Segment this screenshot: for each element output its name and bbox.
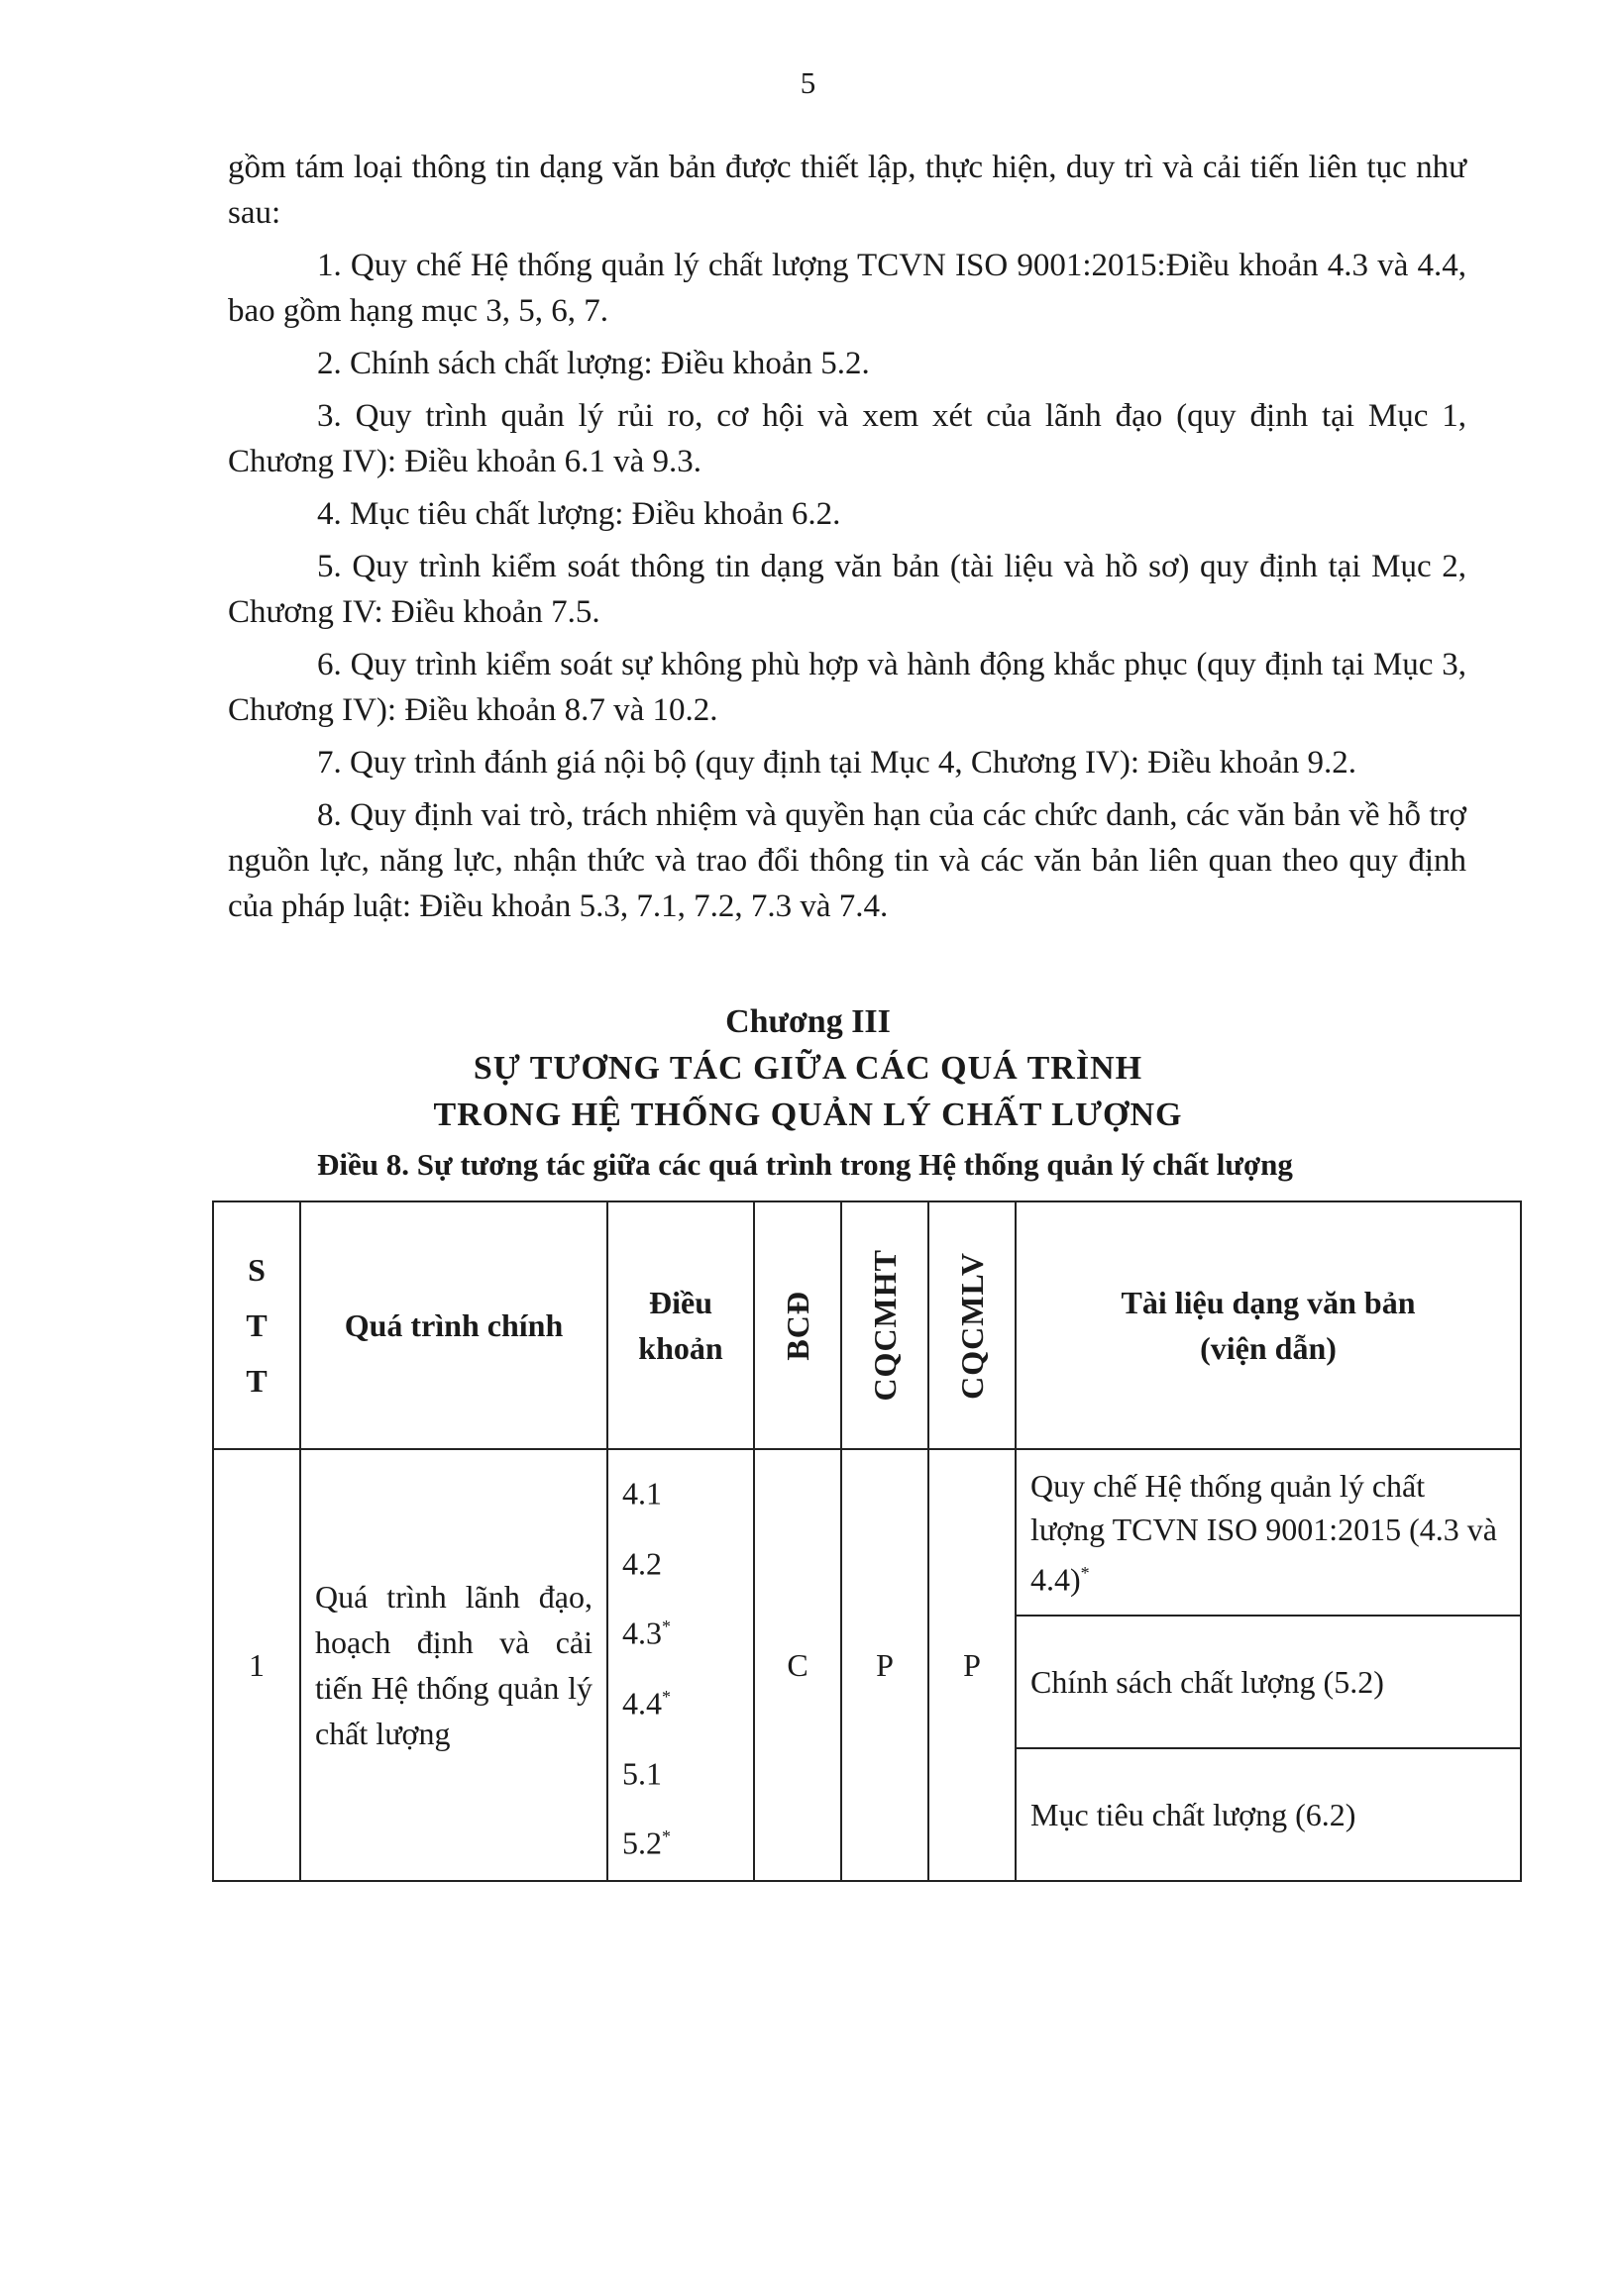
paragraph-intro: gồm tám loại thông tin dạng văn bản được thiết lập, thực hiện, duy trì và cải tiến liên tục như sau: — [228, 150, 1466, 231]
row-cqcmht: P — [841, 1449, 928, 1881]
list-item-3: 3. Quy trình quản lý rủi ro, cơ hội và xem xét của lãnh đạo (quy định tại Mục 1, Chương IV): Điều khoản 6.1 và 9.3. — [228, 398, 1466, 479]
document-cell: Chính sách chất lượng (5.2) — [1016, 1616, 1521, 1748]
chapter-number: Chương III — [725, 1003, 891, 1040]
row-process: Quá trình lãnh đạo, hoạch định và cải tiến Hệ thống quản lý chất lượng — [300, 1449, 607, 1881]
clause-item: 4.3* — [622, 1616, 671, 1651]
chapter-title-line-1: SỰ TƯƠNG TÁC GIỮA CÁC QUÁ TRÌNH — [473, 1050, 1143, 1087]
list-item-8: 8. Quy định vai trò, trách nhiệm và quyền hạn của các chức danh, các văn bản về hỗ trợ nguồn lực, năng lực, nhận thức và trao đổi thông tin và các văn bản liên quan theo quy định của pháp luật: Điều khoản 5.3, 7.1, 7.2, 7.3 và 7.4. — [228, 797, 1466, 924]
header-cqcmlv — [928, 1201, 1016, 1449]
header-clause — [607, 1201, 754, 1449]
document-cell: Quy chế Hệ thống quản lý chất lượng TCVN ISO 9001:2015 (4.3 và 4.4)* — [1016, 1449, 1521, 1616]
chapter-heading — [0, 998, 1616, 1138]
document-cell: Mục tiêu chất lượng (6.2) — [1016, 1748, 1521, 1881]
header-documents-line: Tài liệu dạng văn bản — [1121, 1285, 1416, 1320]
table-row — [213, 1449, 1521, 1616]
row-stt: 1 — [213, 1449, 300, 1881]
list-item-4: 4. Mục tiêu chất lượng: Điều khoản 6.2. — [317, 496, 841, 532]
clause-item: 4.2 — [622, 1545, 662, 1582]
header-cqcmht-label: CQCMHT — [866, 1249, 903, 1402]
header-documents-line: (viện dẫn) — [1200, 1330, 1337, 1366]
header-clause-line: khoản — [638, 1330, 723, 1366]
header-process: Quá trình chính — [300, 1201, 607, 1449]
list-item-7: 7. Quy trình đánh giá nội bộ (quy định tại Mục 4, Chương IV): Điều khoản 9.2. — [317, 745, 1357, 781]
clause-item: 4.4* — [622, 1685, 671, 1722]
page-number: 5 — [800, 65, 816, 100]
list-item-2: 2. Chính sách chất lượng: Điều khoản 5.2. — [317, 346, 870, 381]
header-bcd — [754, 1201, 841, 1449]
list-item-5: 5. Quy trình kiểm soát thông tin dạng văn bản (tài liệu và hồ sơ) quy định tại Mục 2, Chương IV: Điều khoản 7.5. — [228, 549, 1466, 630]
header-cqcmlv-label: CQCMLV — [953, 1251, 990, 1400]
row-clauses — [607, 1449, 754, 1881]
row-cqcmlv: P — [928, 1449, 1016, 1881]
article-heading: Điều 8. Sự tương tác giữa các quá trình trong Hệ thống quản lý chất lượng — [317, 1147, 1293, 1182]
clause-item: 5.1 — [622, 1755, 662, 1792]
header-stt-char: T — [246, 1307, 268, 1343]
list-item-6: 6. Quy trình kiểm soát sự không phù hợp và hành động khắc phục (quy định tại Mục 3, Chương IV): Điều khoản 8.7 và 10.2. — [228, 647, 1466, 728]
header-stt-char: T — [246, 1363, 268, 1399]
row-bcd: C — [754, 1449, 841, 1881]
chapter-title-line-2: TRONG HỆ THỐNG QUẢN LÝ CHẤT LƯỢNG — [433, 1096, 1183, 1133]
clause-item: 4.1 — [622, 1475, 662, 1512]
header-bcd-label: BCĐ — [779, 1290, 815, 1361]
header-documents — [1016, 1201, 1521, 1449]
header-stt — [213, 1201, 300, 1449]
header-stt-char: S — [248, 1252, 266, 1288]
clause-item: 5.2* — [622, 1825, 671, 1861]
table-header-row — [213, 1201, 1521, 1449]
process-table — [212, 1200, 1522, 1882]
body-text — [228, 145, 1466, 936]
list-item-1: 1. Quy chế Hệ thống quản lý chất lượng TCVN ISO 9001:2015:Điều khoản 4.3 và 4.4, bao gồm hạng mục 3, 5, 6, 7. — [228, 248, 1466, 329]
header-clause-line: Điều — [649, 1285, 712, 1320]
header-cqcmht — [841, 1201, 928, 1449]
